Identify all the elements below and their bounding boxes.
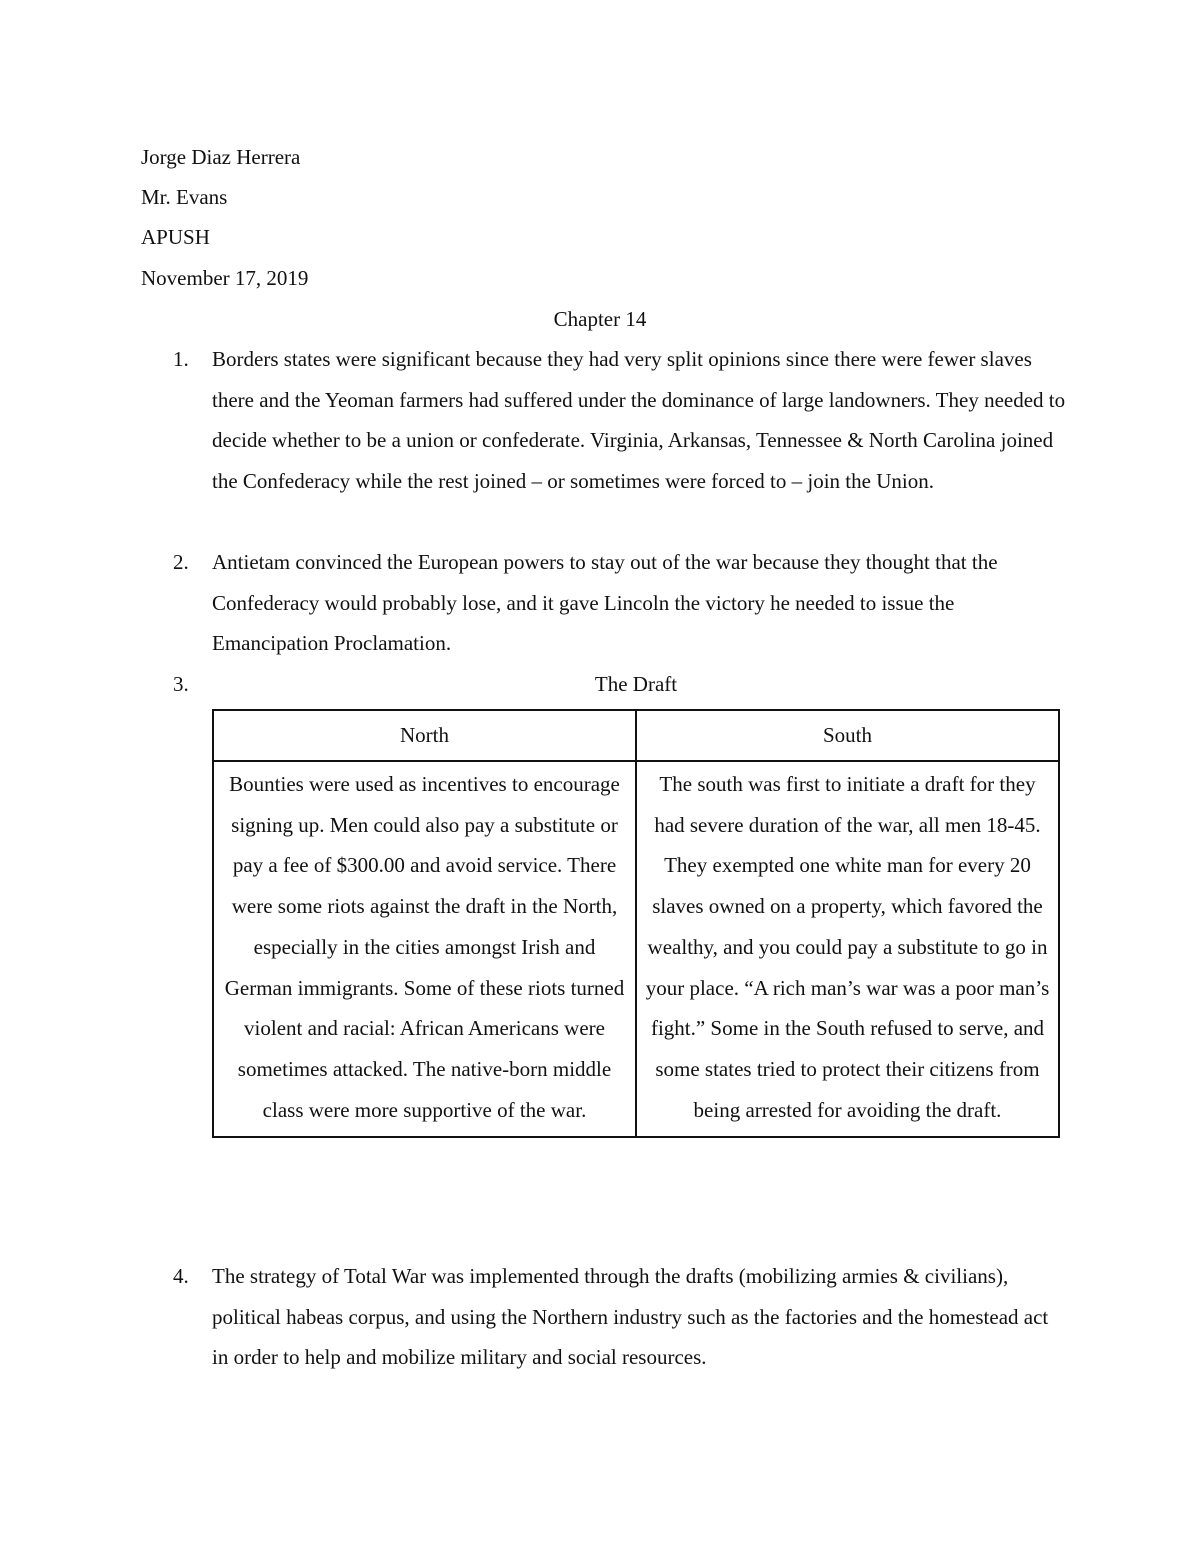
column-header-south: South <box>636 710 1059 761</box>
document-date: November 17, 2019 <box>141 266 309 290</box>
north-cell: Bounties were used as incentives to encourage signing up. Men could also pay a substitute or pay a fee of $300.00 and avoid service. There were some riots against the draft in the North, especially in the cities amongst Irish and German immigrants. Some of these riots turned violent and racial: African Americans were sometimes attacked. The native-born middle class were more supportive of the war. <box>213 761 636 1137</box>
list-item-number: 3. <box>173 672 189 696</box>
list-item-number: 2. <box>173 550 189 574</box>
column-header-north: North <box>213 710 636 761</box>
teacher-name: Mr. Evans <box>141 185 228 209</box>
table-row <box>213 761 1059 1137</box>
list-item-text: Antietam convinced the European powers to stay out of the war because they thought that the Confederacy would probably lose, and it gave Lincoln the victory he needed to issue the Emancipation Proclamation. <box>212 550 998 656</box>
list-item-text: Borders states were significant because they had very split opinions since there were fewer slaves there and the Yeoman farmers had suffered under the dominance of large landowners. They needed to decide whether to be a union or confederate. Virginia, Arkansas, Tennessee & North Carolina joined the Confederacy while the rest joined – or sometimes were forced to – join the Union. <box>212 347 1066 494</box>
table-header-row <box>213 710 1059 761</box>
table-title: The Draft <box>594 672 678 696</box>
list-item-number: 1. <box>173 347 189 371</box>
south-cell: The south was first to initiate a draft for they had severe duration of the war, all men 18-45. They exempted one white man for every 20 slaves owned on a property, which favored the wealthy, and you could pay a substitute to go in your place. “A rich man’s war was a poor man’s fight.” Some in the South refused to serve, and some states tried to protect their citizens from being arrested for avoiding the draft. <box>636 761 1059 1137</box>
course-name: APUSH <box>141 225 210 249</box>
list-item-text: The strategy of Total War was implemented through the drafts (mobilizing armies & civilians), political habeas corpus, and using the Northern industry such as the factories and the homestead act in order to help and mobilize military and social resources. <box>212 1264 1049 1370</box>
draft-table <box>212 709 1060 1138</box>
list-item-number: 4. <box>173 1264 189 1288</box>
student-name: Jorge Diaz Herrera <box>141 145 301 169</box>
page-title: Chapter 14 <box>553 307 647 331</box>
